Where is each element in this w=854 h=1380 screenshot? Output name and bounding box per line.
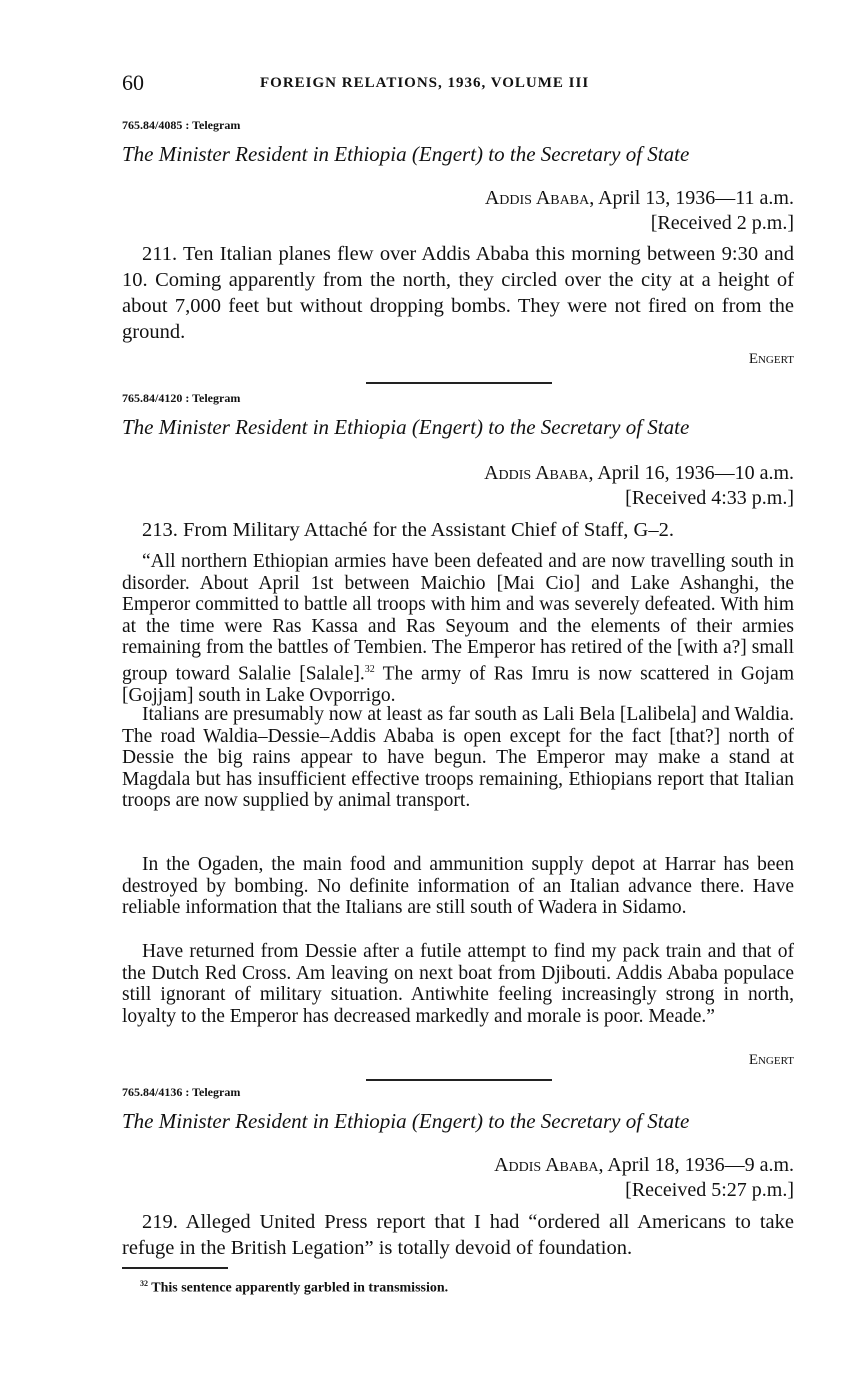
telegram-body: 219. Alleged United Press report that I had “ordered all Americans to take refuge in the British Legation” is totally devoid of foundation. [122,1211,794,1259]
section-divider [366,1079,552,1081]
section-divider [366,382,552,384]
telegram-body: 211. Ten Italian planes flew over Addis Ababa this morning between 9:30 and 10. Coming apparently from the north, they circled over the city at a height of about 7,000 feet but without dropping bombs. They were not fired on from the ground. [122,243,794,343]
dateline [485,187,794,210]
footnote-ref: 32 [364,663,375,675]
dateline [484,462,794,485]
place: Addis Ababa [484,187,590,209]
place: Addis Ababa [484,462,589,484]
date: , April 16, 1936—10 a.m. [588,462,794,484]
report-paragraph: Have returned from Dessie after a futile attempt to find my pack train and that of the Dutch Red Cross. Am leaving on next boat from Djibouti. Addis Ababa populace still ignorant of military situation. Antiwhite feeling increasingly strong in north, loyalty to the Emperor has decreased markedly and morale is poor. Meade.” [122,941,794,1027]
document-title: The Minister Resident in Ethiopia (Engert) to the Secretary of State [122,142,690,166]
received-time: [Received 5:27 p.m.] [625,1179,794,1201]
report-paragraph: “All northern Ethiopian armies have been defeated and are now travelling south in disorder. About April 1st between Maichio [Mai Cio] and Lake Ashanghi, the Emperor committed to battle all troops with him and was severely defeated. With him at the time were Ras Kassa and Ras Seyoum and the elements of their armies remaining from the battles of Tembien. The Emperor has retired of the [with a?] small group toward Salalie [Salale]. [122,551,794,684]
file-reference: 765.84/4120 : Telegram [122,391,241,405]
document-title: The Minister Resident in Ethiopia (Engert) to the Secretary of State [122,1109,690,1133]
running-title: FOREIGN RELATIONS, 1936, VOLUME III [260,75,590,91]
dateline [494,1154,794,1177]
received-time: [Received 2 p.m.] [650,212,794,234]
signature: Engert [748,351,794,367]
report-paragraph: Italians are presumably now at least as far south as Lali Bela [Lalibela] and Waldia. The road Waldia–Dessie–Addis Ababa is open except for the fact [that?] north of Dessie the big rains appear to have begun. The Emperor may make a stand at Magdala but has insufficient effective troops remaining, Ethiopians report that Italian troops are now supplied by animal transport. [122,704,794,811]
date: , April 13, 1936—11 a.m. [589,187,794,209]
signature: Engert [748,1052,794,1068]
telegram-intro: 213. From Military Attaché for the Assistant Chief of Staff, G–2. [142,519,674,541]
footnote-text: This sentence apparently garbled in transmission. [151,1280,449,1296]
quoted-report [122,551,794,706]
footnote-divider [122,1267,228,1269]
date: , April 18, 1936—9 a.m. [598,1154,794,1176]
page-header [122,70,794,100]
report-paragraph: The army of Ras Imru is now scattered in Gojam [Gojjam] south in Lake Ovporrigo. [122,663,794,706]
file-reference: 765.84/4136 : Telegram [122,1085,241,1099]
footnote-mark: 32 [140,1279,148,1288]
file-reference: 765.84/4085 : Telegram [122,118,241,132]
page-number: 60 [122,70,144,95]
document-title: The Minister Resident in Ethiopia (Engert) to the Secretary of State [122,415,690,439]
footnote [140,1279,448,1297]
report-paragraph: In the Ogaden, the main food and ammunition supply depot at Harrar has been destroyed by bombing. No definite information of an Italian advance there. Have reliable information that the Italians are still south of Wadera in Sidamo. [122,854,794,918]
place: Addis Ababa [494,1154,599,1176]
received-time: [Received 4:33 p.m.] [625,487,794,509]
